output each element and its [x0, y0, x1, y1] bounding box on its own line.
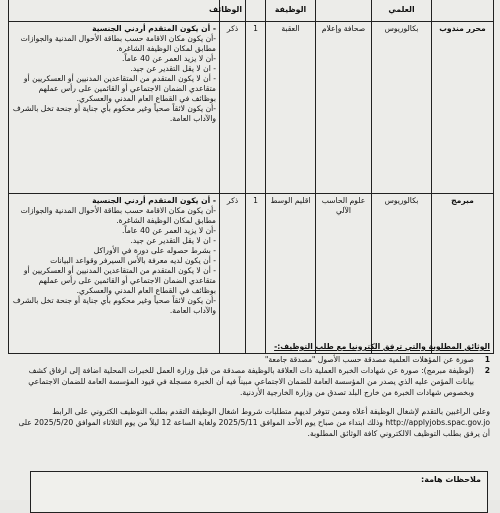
requirement-line: -أن لا يزيد العمر عن 40 عاماً.: [122, 226, 216, 236]
item-number: 1: [484, 355, 490, 364]
job-count: 1: [246, 194, 266, 354]
apply-paragraph: وعلى الراغبين بالتقدم لإشغال الوظيفة أعلاه وممن تتوفر لديهم متطلبات شروط اشغال الوظيفة التقدم بطلب التوظيف الكتروني على الرابط: [52, 407, 490, 416]
table-row: [9, 194, 494, 354]
requirement-line: - أن يكون المتقدم أردني الجنسية: [92, 196, 216, 205]
apply-dates: وذلك ابتداء من صباح يوم الأحد الموافق 2025/5/11 ولغاية الساعة 12 ليلاً من يوم الثلاثاء: [102, 418, 383, 427]
requirement-line: - أن لا يكون المتقدم من المتقاعدين المدنيين أو العسكريين أو متقاعدي الضمان الاجتماعي أو القائمين على رأس عملهم بوظائف في القطاع العام المدني والعسكري.: [23, 74, 216, 104]
job-requirements: [9, 22, 220, 194]
jobs-table: [8, 0, 494, 354]
requirement-line: - أن يكون المتقدم أردني الجنسية: [92, 24, 216, 33]
requirement-line: - أن لا يكون المتقدم من المتقاعدين المدنيين أو العسكريين أو متقاعدي الضمان الاجتماعي أو القائمين على رأس عملهم بوظائف في القطاع العام المدني والعسكري.: [23, 266, 216, 296]
job-gender: ذكر: [220, 22, 246, 194]
job-count: 1: [246, 22, 266, 194]
header-qualification: العلمي: [372, 0, 432, 22]
table-row: [9, 22, 494, 194]
header-location: الوظيفة: [266, 0, 316, 22]
header-title: [432, 0, 494, 22]
table-header-row: [9, 0, 494, 22]
apply-link[interactable]: http://applyjobs.spac.gov.jo: [385, 418, 490, 427]
job-gender: ذكر: [220, 194, 246, 354]
application-instructions: [10, 406, 490, 439]
job-requirements: [9, 194, 220, 354]
documents-title: الوثائق المطلوبة والتي ترفق الكترونيا مع طلب التوظيف:-: [274, 342, 490, 351]
notes-title: ملاحظات هامة:: [421, 475, 481, 484]
header-requirements: [9, 0, 220, 22]
documents-list: [10, 354, 490, 398]
header-specialization: [316, 0, 372, 22]
job-location: اقليم الوسط: [266, 194, 316, 354]
job-qualification: بكالوريوس: [372, 194, 432, 354]
job-specialization: صحافة وإعلام: [316, 22, 372, 194]
job-title: محرر مندوب: [432, 22, 494, 194]
apply-end: الموافق 2025/5/20 على أن يرفق بطلب التوظيف الالكتروني كافة الوثائق المطلوبة.: [18, 418, 490, 438]
item-text: صورة عن المؤهلات العلمية مصدقة حسب الأصول "مصدقة جامعة": [264, 355, 474, 364]
job-title: مبرمج: [432, 194, 494, 354]
job-qualification: بكالوريوس: [372, 22, 432, 194]
item-text: (لوظيفة مبرمج): صورة عن شهادات الخبرة العملية ذات العلاقة بالوظيفة مصدقة من قبل وزارة العمل للخبرات المحلية اضافة إلى ارفاق كشف بيانات المؤمن عليه الذي يصدر من المؤسسة العامة للضمان الاجتماعي مبيناً فيه أن الخبرة مسجلة في قيود المؤسسة العامة للضمان الاجتماعي وبخصوص شهادات الخبرة من خارج البلد تصدق من وزارة الخارجية الأردنية.: [28, 366, 474, 397]
requirement-line: -أن يكون مكان الاقامة حسب بطاقة الأحوال المدنية والجوازات مطابق لمكان الوظيفة الشاغرة.: [20, 206, 216, 226]
requirement-line: - ان لا يقل التقدير عن جيد.: [130, 64, 216, 74]
requirement-line: - أن يكون لديه معرفة بالأس السيرفر وقواعد البيانات: [50, 256, 216, 266]
header-gender: الوظائف: [220, 0, 246, 22]
requirement-line: -أن لا يزيد العمر عن 40 عاماً.: [122, 54, 216, 64]
notes-box: [30, 471, 488, 513]
item-number: 2: [484, 366, 490, 375]
requirement-line: - ان لا يقل التقدير عن جيد.: [130, 236, 216, 246]
requirement-line: -أن يكون لائقاً صحياً وغير محكوم بأي جناية أو جنحة تخل بالشرف والآداب العامة.: [12, 296, 216, 316]
list-item: [10, 354, 490, 365]
list-item: [10, 365, 490, 398]
requirement-line: - بشرط حصوله على دورة في الأوراكل: [93, 246, 216, 256]
job-location: العقبة: [266, 22, 316, 194]
requirement-line: -أن يكون لائقاً صحياً وغير محكوم بأي جناية أو جنحة تخل بالشرف والآداب العامة.: [12, 104, 216, 124]
header-number: [246, 0, 266, 22]
job-specialization: علوم الحاسب الآلي: [316, 194, 372, 354]
requirement-line: -أن يكون مكان الاقامة حسب بطاقة الأحوال المدنية والجوازات مطابق لمكان الوظيفة الشاغرة.: [20, 34, 216, 54]
